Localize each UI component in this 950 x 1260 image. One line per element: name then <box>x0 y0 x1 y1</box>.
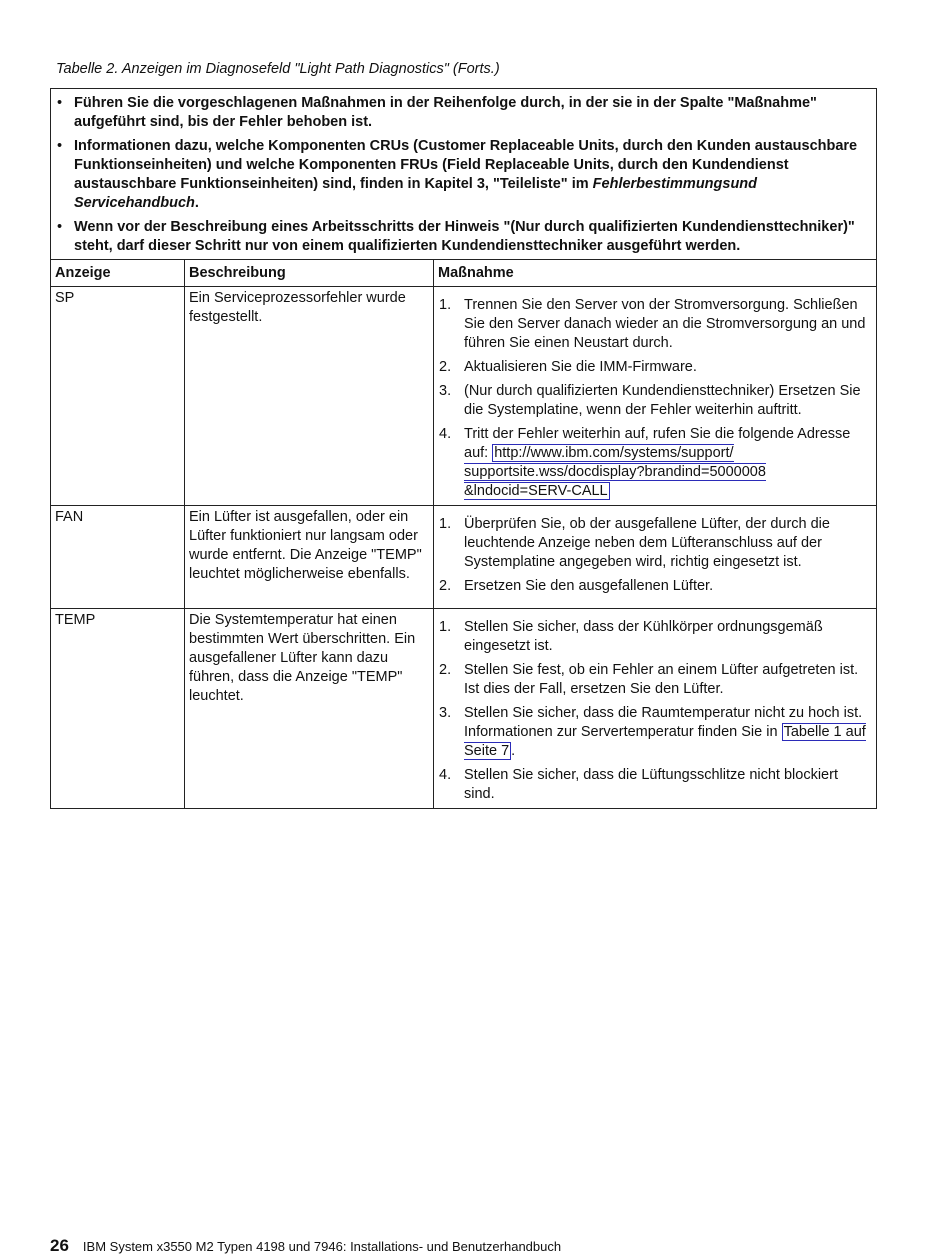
cell-beschreibung: Ein Lüfter ist ausgefallen, oder ein Lüfter funktioniert nur langsam oder wurde entfernt. Die Anzeige "TEMP" leuchtet möglicherweise ebenfalls. <box>185 506 434 609</box>
cell-massnahme <box>434 287 877 506</box>
handbook-title: Fehlerbestimmungsund Servicehandbuch <box>74 176 758 211</box>
table-row <box>51 609 877 809</box>
cell-anzeige: SP <box>51 287 185 506</box>
table-row <box>51 287 877 506</box>
cell-massnahme <box>434 609 877 809</box>
footer-title: IBM System x3550 M2 Typen 4198 und 7946: Installations- und Benutzerhandbuch <box>82 1239 562 1254</box>
step-item: 3. Stellen Sie sicher, dass die Raumtemperatur nicht zu hoch ist. Informationen zur Servertemperatur finden Sie in Tabelle 1 auf Seite 7 . <box>439 705 866 759</box>
cell-beschreibung: Ein Serviceprozessorfehler wurde festgestellt. <box>185 287 434 506</box>
steps-list <box>438 515 872 596</box>
header-massnahme: Maßnahme <box>434 260 877 287</box>
note-item: • Informationen dazu, welche Komponenten CRUs (Customer Replaceable Units, durch den Kunden austauschbare Funktionseinheiten) und welche Komponenten FRUs (Field Replaceable Units, durch den Kundendienst austauschbare Funktionseinheiten) sind, finden in Kapitel 3, "Teileliste" im Fehlerbestimmungsund Servicehandbuch. <box>57 137 870 213</box>
steps-list <box>438 618 872 804</box>
notes-cell <box>51 89 877 260</box>
table-caption: Tabelle 2. Anzeigen im Diagnosefeld "Light Path Diagnostics" (Forts.) <box>56 61 500 77</box>
step-item: 1. Trennen Sie den Server von der Stromversorgung. Schließen Sie den Server danach wieder an die Stromversorgung an und führen Sie einen Neustart durch. <box>439 297 866 351</box>
step-item: 2. Aktualisieren Sie die IMM-Firmware. <box>439 359 697 375</box>
support-url-link[interactable]: http://www.ibm.com/systems/support/ supportsite.wss/docdisplay?brandind=5000008 &lndocid=SERV-CALL <box>464 445 766 499</box>
cell-beschreibung: Die Systemtemperatur hat einen bestimmten Wert überschritten. Ein ausgefallener Lüfter kann dazu führen, dass die Anzeige "TEMP" leuchtet. <box>185 609 434 809</box>
header-anzeige: Anzeige <box>51 260 185 287</box>
table-reference-link[interactable]: Tabelle 1 auf Seite 7 <box>464 724 866 759</box>
note-item: • Wenn vor der Beschreibung eines Arbeitsschritts der Hinweis "(Nur durch qualifizierten Kundendiensttechniker)" steht, darf dieser Schritt nur von einem qualifizierten Kundendiensttechniker ausgeführt werden. <box>57 218 870 256</box>
note-item: • Führen Sie die vorgeschlagenen Maßnahmen in der Reihenfolge durch, in der sie in der Spalte "Maßnahme" aufgeführt sind, bis der Fehler behoben ist. <box>57 94 870 132</box>
page-footer <box>50 1236 561 1256</box>
step-item: 2. Ersetzen Sie den ausgefallenen Lüfter. <box>439 578 714 594</box>
cell-massnahme <box>434 506 877 609</box>
diagnostics-table <box>50 88 877 809</box>
step-item: 1. Stellen Sie sicher, dass der Kühlkörper ordnungsgemäß eingesetzt ist. <box>439 619 823 654</box>
page-number: 26 <box>50 1236 69 1255</box>
step-item: 4. Tritt der Fehler weiterhin auf, rufen Sie die folgende Adresse auf: http://www.ibm.com/systems/support/ supportsite.wss/docdisplay?brandind=5000008 &lndocid=SERV-CALL <box>439 426 851 499</box>
step-item: 2. Stellen Sie fest, ob ein Fehler an einem Lüfter aufgetreten ist. Ist dies der Fall, ersetzen Sie den Lüfter. <box>439 662 859 697</box>
steps-list <box>438 296 872 501</box>
header-row <box>51 260 877 287</box>
notes-row <box>51 89 877 260</box>
header-beschreibung: Beschreibung <box>185 260 434 287</box>
step-item: 3. (Nur durch qualifizierten Kundendiensttechniker) Ersetzen Sie die Systemplatine, wenn der Fehler weiterhin auftritt. <box>439 383 861 418</box>
notes-list <box>57 94 870 256</box>
cell-anzeige: FAN <box>51 506 185 609</box>
cell-anzeige: TEMP <box>51 609 185 809</box>
table-row <box>51 506 877 609</box>
step-item: 4. Stellen Sie sicher, dass die Lüftungsschlitze nicht blockiert sind. <box>439 767 838 802</box>
step-item: 1. Überprüfen Sie, ob der ausgefallene Lüfter, der durch die leuchtende Anzeige neben dem Lüfteranschluss auf der Systemplatine angegeben wird, richtig eingesetzt ist. <box>439 516 830 570</box>
